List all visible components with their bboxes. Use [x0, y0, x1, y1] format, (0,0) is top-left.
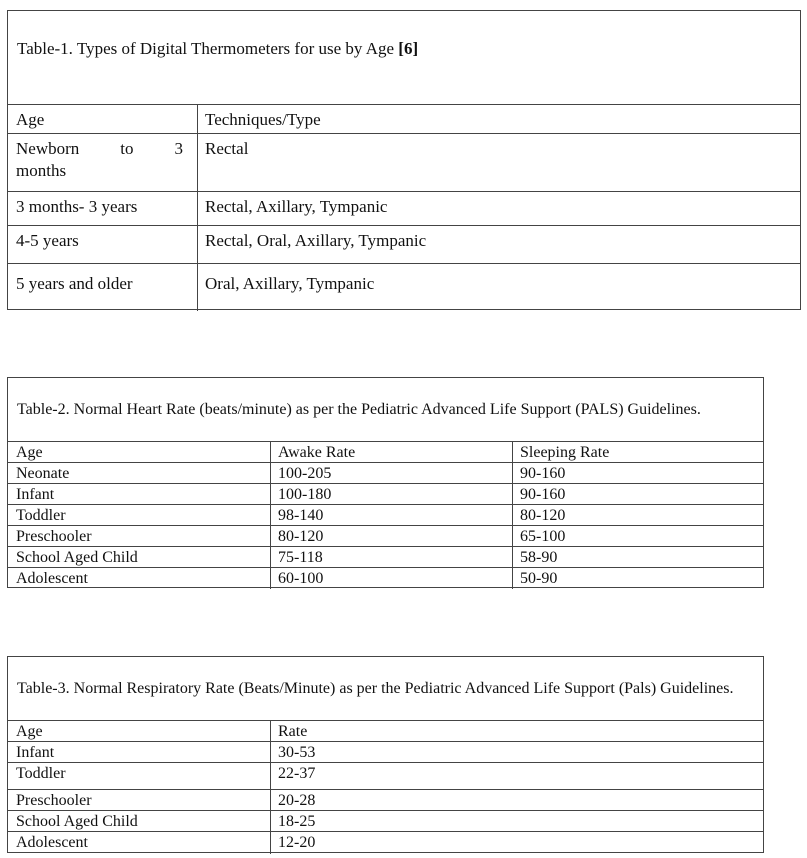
table-caption	[17, 39, 791, 59]
cell-age: Preschooler	[16, 792, 92, 809]
cell-sleeping: 90-160	[520, 486, 566, 503]
header-rate: Rate	[278, 723, 308, 740]
table-heart-rate	[7, 377, 764, 588]
cell-sleeping: 65-100	[520, 528, 566, 545]
cell-age: Adolescent	[16, 834, 88, 851]
table-header-row	[8, 441, 763, 463]
table-header-row	[8, 720, 763, 742]
table-row	[8, 263, 800, 311]
table-row	[8, 191, 800, 226]
cell-age-line1: Newborn to 3	[16, 139, 183, 158]
table-thermometer-types	[7, 10, 801, 310]
header-age: Age	[16, 444, 43, 461]
cell-age: Infant	[16, 744, 55, 761]
cell-age: Infant	[16, 486, 55, 503]
cell-rate: 22-37	[278, 765, 316, 782]
cell-age: Neonate	[16, 465, 70, 482]
cell-age: School Aged Child	[16, 813, 138, 830]
table-row	[8, 831, 763, 854]
header-age: Age	[16, 110, 45, 129]
table-row	[8, 133, 800, 192]
table-respiratory-rate	[7, 656, 764, 853]
cell-awake: 80-120	[278, 528, 324, 545]
cell-rate: 30-53	[278, 744, 316, 761]
table-row	[8, 483, 763, 505]
cell-age: 3 months- 3 years	[16, 197, 138, 216]
cell-awake: 75-118	[278, 549, 323, 566]
table-caption: Table-3. Normal Respiratory Rate (Beats/Minute) as per the Pediatric Advanced Life Support (Pals) Guidelines.	[17, 680, 734, 697]
header-age: Age	[16, 723, 43, 740]
cell-age-line2: months	[16, 161, 67, 180]
header-technique: Techniques/Type	[205, 110, 321, 129]
table-row	[8, 462, 763, 484]
table-caption: Table-2. Normal Heart Rate (beats/minute) as per the Pediatric Advanced Life Support (PALS) Guidelines.	[17, 401, 701, 418]
table-row	[8, 225, 800, 264]
cell-age	[8, 134, 197, 192]
cell-rate: 12-20	[278, 834, 316, 851]
cell-awake: 60-100	[278, 570, 324, 587]
table-row	[8, 546, 763, 568]
table-row	[8, 789, 763, 811]
header-awake: Awake Rate	[278, 444, 356, 461]
table-row	[8, 762, 763, 790]
cell-age: 5 years and older	[16, 274, 133, 293]
cell-sleeping: 80-120	[520, 507, 566, 524]
cell-age: Adolescent	[16, 570, 88, 587]
caption-text: Table-1. Types of Digital Thermometers for use by Age	[17, 39, 395, 58]
cell-age: Preschooler	[16, 528, 92, 545]
cell-sleeping: 58-90	[520, 549, 558, 566]
cell-sleeping: 90-160	[520, 465, 566, 482]
cell-sleeping: 50-90	[520, 570, 558, 587]
cell-technique: Rectal, Axillary, Tympanic	[205, 197, 388, 216]
cell-age: Toddler	[16, 507, 66, 524]
table-row	[8, 810, 763, 832]
table-row	[8, 741, 763, 763]
cell-technique: Rectal, Oral, Axillary, Tympanic	[205, 231, 427, 250]
cell-age: School Aged Child	[16, 549, 138, 566]
cell-technique: Rectal	[205, 139, 249, 158]
cell-technique: Oral, Axillary, Tympanic	[205, 274, 375, 293]
cell-rate: 18-25	[278, 813, 316, 830]
citation: [6]	[398, 39, 419, 58]
table-row	[8, 567, 763, 589]
table-header-row	[8, 104, 800, 134]
cell-age: Toddler	[16, 765, 66, 782]
cell-rate: 20-28	[278, 792, 316, 809]
cell-awake: 98-140	[278, 507, 324, 524]
header-sleeping: Sleeping Rate	[520, 444, 610, 461]
cell-age: 4-5 years	[16, 231, 79, 250]
table-row	[8, 504, 763, 526]
cell-awake: 100-205	[278, 465, 332, 482]
table-row	[8, 525, 763, 547]
cell-awake: 100-180	[278, 486, 332, 503]
